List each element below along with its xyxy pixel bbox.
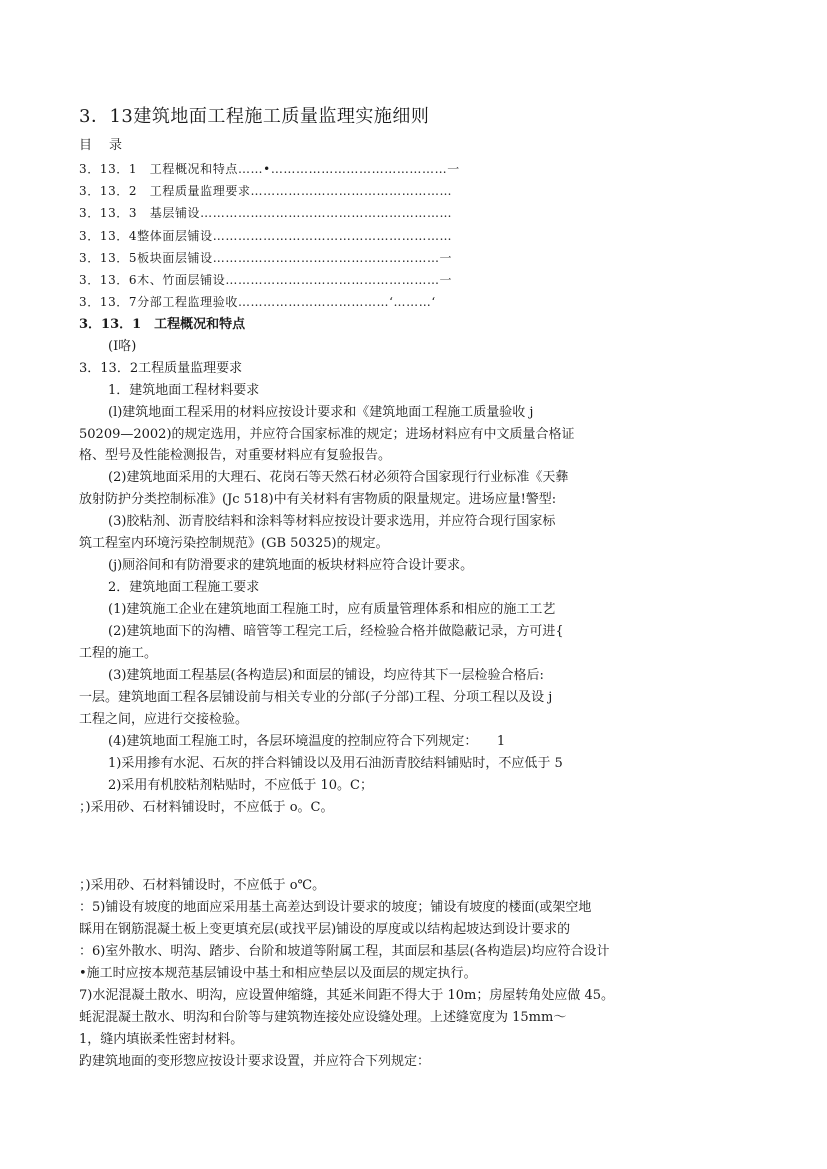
toc-item: 3．13．6木、竹面层铺设……………………………………………一: [79, 273, 453, 287]
toc-item: 3．13．7分部工程监理验收………………………………‘………‘: [79, 295, 436, 309]
paragraph-line: ；)采用砂、石材料铺设时，不应低于 o。C。: [79, 800, 334, 815]
paragraph-line: (3)建筑地面工程基层(各构造层)和面层的铺设，均应待其下一层检验合格后:: [108, 668, 544, 683]
paragraph-line: (2)建筑地面下的沟槽、暗管等工程完工后，经检验合格并做隐蔽记录，方可进{: [108, 624, 564, 639]
paragraph-line: ：6)室外散水、明沟、踏步、台阶和坡道等附属工程，其面层和基层(各构造层)均应符合设计: [79, 944, 610, 959]
section-note: (I咯): [108, 339, 137, 354]
paragraph-line: •施工时应按本规范基层铺设中基土和相应垫层以及面层的规定执行。: [79, 966, 477, 981]
paragraph-line: 50209—2002)的规定选用，并应符合国家标准的规定；进场材料应有中文质量合格证: [79, 427, 575, 442]
paragraph-line: 趵建筑地面的变形惣应按设计要求设置，并应符合下列规定：: [79, 1054, 431, 1069]
paragraph-line: (l)建筑地面工程采用的材料应按设计要求和《建筑地面工程施工质量验收 j: [108, 405, 534, 420]
paragraph-line: (4)建筑地面工程施工时，各层环境温度的控制应符合下列规定： 1: [108, 734, 506, 749]
paragraph-line: ：5)铺设有坡度的地面应采用基土高差达到设计要求的坡度；铺设有坡度的楼面(或架空地: [79, 900, 592, 915]
toc-item: 3．13．3 基层铺设……………………………………………………: [79, 206, 453, 220]
toc-item: 3．13．2 工程质量监理要求…………………………………………: [79, 184, 453, 198]
toc-item: 3．13．5板块面层铺设………………………………………………一: [79, 251, 453, 265]
paragraph-line: 工程之间，应进行交接检验。: [79, 712, 249, 727]
paragraph-line: 蚝泥混凝土散水、明沟和台阶等与建筑物连接处应设缝处理。上述缝宽度为 15mm～: [79, 1010, 567, 1025]
toc-item: 3．13．1 工程概况和特点……•……………………………………一: [79, 162, 460, 176]
toc-heading: 目 录: [79, 138, 125, 153]
section-heading-1: 3．13．1 工程概况和特点: [79, 317, 246, 332]
paragraph-line: (2)建筑地面采用的大理石、花岗石等天然石材必须符合国家现行行业标准《天彝: [108, 470, 569, 485]
paragraph-line: (j)厕浴间和有防滑要求的建筑地面的板块材料应符合设计要求。: [108, 558, 474, 573]
document-title: 3．13建筑地面工程施工质量监理实施细则: [79, 106, 430, 127]
paragraph-line: 筑工程室内环境污染控制规范》(GB 50325)的规定。: [79, 536, 389, 551]
paragraph-line: 1，缝内填嵌柔性密封材料。: [79, 1032, 244, 1047]
paragraph-line: 放射防护分类控制标准》(Jc 518)中有关材料有害物质的限量规定。进场应量!警型:: [79, 492, 557, 507]
paragraph-line: (1)建筑施工企业在建筑地面工程施工时，应有质量管理体系和相应的施工工艺: [108, 602, 556, 617]
paragraph-line: 一层。建筑地面工程各层铺设前与相关专业的分部(子分部)工程、分项工程以及设 j: [79, 690, 553, 705]
subheading-materials: 1．建筑地面工程材料要求: [108, 383, 260, 398]
paragraph-line: ；)采用砂、石材料铺设时，不应低于 o℃。: [79, 878, 326, 893]
section-heading-2: 3．13．2工程质量监理要求: [79, 361, 243, 376]
subheading-construction: 2．建筑地面工程施工要求: [108, 580, 260, 595]
paragraph-line: (3)胶粘剂、沥青胶结料和涂料等材料应按设计要求选用，并应符合现行国家标: [108, 514, 556, 529]
paragraph-line: 7)水泥混凝土散水、明沟，应设置伸缩缝，其延米间距不得大于 10m；房屋转角处应做 45。: [79, 988, 615, 1003]
paragraph-line: 格、型号及性能检测报告，对重要材料应有复验报告。: [79, 448, 392, 463]
toc-item: 3．13．4整体面层铺设…………………………………………………: [79, 229, 453, 243]
paragraph-line: 1)采用掺有水泥、石灰的拌合料铺设以及用石油沥青胶结料铺贴时，不应低于 5: [108, 756, 563, 771]
paragraph-line: 工程的施工。: [79, 646, 158, 661]
paragraph-line: 2)采用有机胶粘剂粘贴时，不应低于 10。C；: [108, 778, 373, 793]
paragraph-line: 睬用在钢筋混凝土板上变更填充层(或找平层)铺设的厚度或以结构起坡达到设计要求的: [79, 922, 571, 937]
